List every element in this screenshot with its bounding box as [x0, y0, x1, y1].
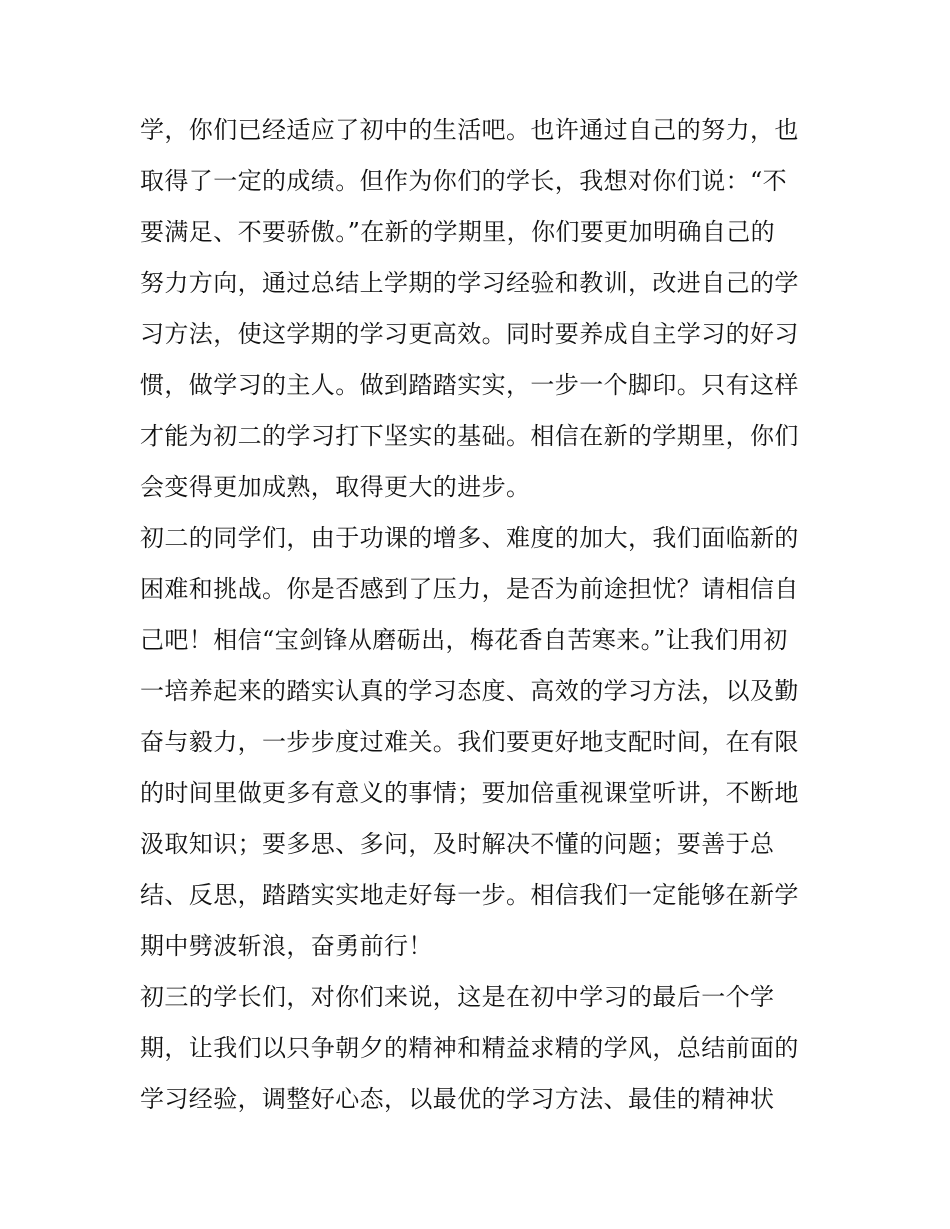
text-line: 学，你们已经适应了初中的生活吧。也许通过自己的努力，也 [140, 116, 799, 144]
text-line: 取得了一定的成绩。但作为你们的学长，我想对你们说：“不 [140, 167, 788, 195]
text-line: 汲取知识；要多思、多问，及时解决不懂的问题；要善于总 [140, 830, 775, 858]
text-line: 的时间里做更多有意义的事情；要加倍重视课堂听讲，不断地 [140, 779, 799, 807]
text-line: 期，让我们以只争朝夕的精神和精益求精的学风，总结前面的 [140, 1034, 799, 1062]
body-text [140, 105, 820, 1125]
text-line: 初三的学长们，对你们来说，这是在初中学习的最后一个学 [140, 983, 775, 1011]
text-line: 初二的同学们，由于功课的增多、难度的加大，我们面临新的 [140, 524, 799, 552]
text-line: 结、反思，踏踏实实地走好每一步。相信我们一定能够在新学 [140, 881, 799, 909]
text-line: 才能为初二的学习打下坚实的基础。相信在新的学期里，你们 [140, 422, 799, 450]
text-line: 期中劈波斩浪，奋勇前行！ [140, 932, 433, 960]
text-line: 奋与毅力，一步步度过难关。我们要更好地支配时间，在有限 [140, 728, 799, 756]
text-line: 学习经验，调整好心态，以最优的学习方法、最佳的精神状 [140, 1085, 775, 1113]
text-line: 要满足、不要骄傲。”在新的学期里，你们要更加明确自己的 [140, 218, 776, 246]
text-line: 努力方向，通过总结上学期的学习经验和教训，改进自己的学 [140, 269, 799, 297]
text-line: 会变得更加成熟，取得更大的进步。 [140, 473, 531, 501]
text-line: 习方法，使这学期的学习更高效。同时要养成自主学习的好习 [140, 320, 799, 348]
text-line: 一培养起来的踏实认真的学习态度、高效的学习方法，以及勤 [140, 677, 799, 705]
text-line: 己吧！相信“宝剑锋从磨砺出，梅花香自苦寒来。”让我们用初 [140, 626, 788, 654]
text-line: 惯，做学习的主人。做到踏踏实实，一步一个脚印。只有这样 [140, 371, 799, 399]
text-line: 困难和挑战。你是否感到了压力，是否为前途担忧？请相信自 [140, 575, 799, 603]
